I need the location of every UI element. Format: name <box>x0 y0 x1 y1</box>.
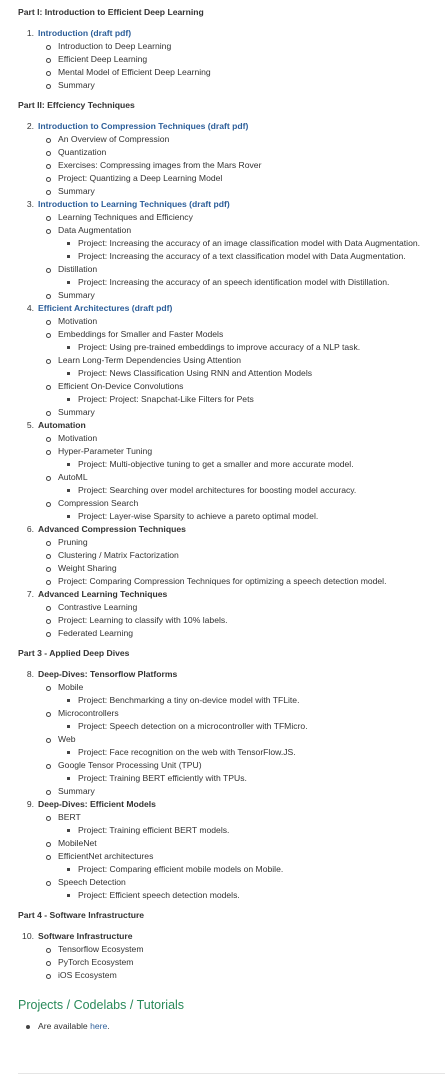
section-item <box>58 133 445 146</box>
subsection-list <box>58 746 445 759</box>
chapter-number: 3. <box>26 199 34 209</box>
subsection-item: Project: Efficient speech detection models. <box>78 889 445 902</box>
section-item <box>58 406 445 419</box>
chapter-item <box>26 798 445 902</box>
section-label: AutoML <box>58 471 445 484</box>
subsection-list <box>58 772 445 785</box>
chapter-title-link[interactable]: Introduction (draft pdf) <box>38 28 132 38</box>
section-label: Summary <box>58 406 445 419</box>
section-label: Summary <box>58 785 445 798</box>
subsection-item: Project: Increasing the accuracy of an image classification model with Data Augmentation. <box>78 237 423 250</box>
chapter-item <box>26 302 445 419</box>
section-item <box>58 79 445 92</box>
section-item <box>58 315 445 328</box>
subsection-list <box>58 237 445 263</box>
section-label: Google Tensor Processing Unit (TPU) <box>58 759 445 772</box>
chapter-title-link[interactable]: Efficient Architectures (draft pdf) <box>38 303 173 313</box>
section-label: Exercises: Compressing images from the Mars Rover <box>58 159 445 172</box>
section-list <box>38 681 445 798</box>
chapter-item <box>26 523 445 588</box>
section-item <box>58 146 445 159</box>
section-label: Clustering / Matrix Factorization <box>58 549 445 562</box>
section-item <box>58 159 445 172</box>
section-label: Distillation <box>58 263 445 276</box>
section-label: Compression Search <box>58 497 445 510</box>
section-item <box>58 811 445 837</box>
section-label: Learn Long-Term Dependencies Using Attention <box>58 354 445 367</box>
section-item <box>58 562 445 575</box>
section-item <box>58 289 445 302</box>
chapter-number: 10. <box>22 931 34 941</box>
section-list <box>38 315 445 419</box>
subsection-list <box>58 863 445 876</box>
section-item <box>58 471 445 497</box>
section-label: Contrastive Learning <box>58 601 445 614</box>
section-item <box>58 614 445 627</box>
subsection-item: Project: Increasing the accuracy of an speech identification model with Distillation. <box>78 276 445 289</box>
section-label: iOS Ecosystem <box>58 969 445 982</box>
chapter-item <box>26 668 445 798</box>
section-item <box>58 497 445 523</box>
chapter-item <box>22 930 445 982</box>
chapter-title: Deep-Dives: Efficient Models <box>38 799 156 809</box>
projects-item-prefix: Are available <box>38 1021 91 1031</box>
chapter-number: 1. <box>26 28 34 38</box>
chapter-item <box>26 588 445 640</box>
section-label: Pruning <box>58 536 445 549</box>
subsection-item: Project: Face recognition on the web with TensorFlow.JS. <box>78 746 445 759</box>
subsection-list <box>58 889 445 902</box>
section-label: Web <box>58 733 445 746</box>
chapter-number: 5. <box>26 420 34 430</box>
chapter-title: Automation <box>38 420 86 430</box>
section-label: Summary <box>58 289 445 302</box>
subsection-list <box>58 484 445 497</box>
section-label: Mobile <box>58 681 445 694</box>
section-item <box>58 785 445 798</box>
section-label: PyTorch Ecosystem <box>58 956 445 969</box>
chapter-number: 2. <box>26 121 34 131</box>
projects-item <box>38 1020 445 1033</box>
section-label: Microcontrollers <box>58 707 445 720</box>
section-item <box>58 837 445 850</box>
section-label: BERT <box>58 811 445 824</box>
part-heading: Part I: Introduction to Efficient Deep Learning <box>18 7 204 17</box>
section-label: Embeddings for Smaller and Faster Models <box>58 328 445 341</box>
section-label: Quantization <box>58 146 445 159</box>
section-item <box>58 536 445 549</box>
chapter-item <box>26 419 445 523</box>
chapter-number: 7. <box>26 589 34 599</box>
chapter-list <box>18 120 445 640</box>
section-label: Weight Sharing <box>58 562 445 575</box>
section-label: Project: Comparing Compression Techniques for optimizing a speech detection model. <box>58 575 445 588</box>
section-list <box>38 536 445 588</box>
subsection-item: Project: Benchmarking a tiny on-device model with TFLite. <box>78 694 445 707</box>
section-item <box>58 759 445 785</box>
section-item <box>58 943 445 956</box>
section-label: An Overview of Compression <box>58 133 445 146</box>
section-item <box>58 707 445 733</box>
section-item <box>58 850 445 876</box>
section-item <box>58 681 445 707</box>
here-link[interactable]: here <box>90 1021 108 1031</box>
section-item <box>58 627 445 640</box>
section-item <box>58 224 445 263</box>
chapter-title-link[interactable]: Introduction to Compression Techniques (draft pdf) <box>38 121 249 131</box>
subsection-item: Project: Training efficient BERT models. <box>78 824 445 837</box>
section-label: EfficientNet architectures <box>58 850 445 863</box>
subsection-item: Project: Speech detection on a microcontroller with TFMicro. <box>78 720 445 733</box>
section-list <box>38 811 445 902</box>
subsection-list <box>58 720 445 733</box>
section-label: Project: Learning to classify with 10% labels. <box>58 614 445 627</box>
chapter-list <box>18 27 445 92</box>
chapter-item <box>26 27 445 92</box>
section-item <box>58 733 445 759</box>
subsection-item: Project: Increasing the accuracy of a text classification model with Data Augmentation. <box>78 250 445 263</box>
section-label: Summary <box>58 185 445 198</box>
part-heading: Part 3 - Applied Deep Dives <box>18 648 130 658</box>
chapter-title: Software Infrastructure <box>38 931 133 941</box>
section-item <box>58 432 445 445</box>
subsection-item: Project: Training BERT efficiently with TPUs. <box>78 772 445 785</box>
section-list <box>38 133 445 198</box>
chapter-title: Deep-Dives: Tensorflow Platforms <box>38 669 178 679</box>
section-item <box>58 172 445 185</box>
subsection-list <box>58 694 445 707</box>
projects-heading: Projects / Codelabs / Tutorials <box>18 998 185 1012</box>
section-label: Project: Quantizing a Deep Learning Model <box>58 172 445 185</box>
chapter-list <box>18 930 445 982</box>
section-label: Tensorflow Ecosystem <box>58 943 445 956</box>
section-item <box>58 53 445 66</box>
section-label: Efficient Deep Learning <box>58 53 445 66</box>
section-label: MobileNet <box>58 837 445 850</box>
chapter-number: 8. <box>26 669 34 679</box>
chapter-list <box>18 668 445 902</box>
section-item <box>58 575 445 588</box>
section-item <box>58 601 445 614</box>
subsection-item: Project: News Classification Using RNN and Attention Models <box>78 367 445 380</box>
section-label: Learning Techniques and Efficiency <box>58 211 445 224</box>
subsection-list <box>58 367 445 380</box>
table-of-contents <box>18 5 445 982</box>
section-item <box>58 263 445 289</box>
section-list <box>38 601 445 640</box>
section-label: Federated Learning <box>58 627 445 640</box>
subsection-item: Project: Using pre-trained embeddings to improve accuracy of a NLP task. <box>78 341 445 354</box>
part-heading: Part II: Effciency Techniques <box>18 100 135 110</box>
divider <box>18 1073 445 1074</box>
section-list <box>38 943 445 982</box>
subsection-list <box>58 393 445 406</box>
section-label: Efficient On-Device Convolutions <box>58 380 445 393</box>
subsection-list <box>58 341 445 354</box>
section-item <box>58 956 445 969</box>
section-item <box>58 354 445 380</box>
subsection-list <box>58 276 445 289</box>
subsection-list <box>58 824 445 837</box>
subsection-item: Project: Searching over model architectures for boosting model accuracy. <box>78 484 445 497</box>
section-list <box>38 211 445 302</box>
chapter-title-link[interactable]: Introduction to Learning Techniques (draft pdf) <box>38 199 230 209</box>
section-list <box>38 40 445 92</box>
section-item <box>58 876 445 902</box>
projects-item-suffix: . <box>107 1021 110 1031</box>
chapter-number: 6. <box>26 524 34 534</box>
chapter-item <box>26 120 445 198</box>
section-label: Introduction to Deep Learning <box>58 40 445 53</box>
section-label: Hyper-Parameter Tuning <box>58 445 445 458</box>
subsection-item: Project: Multi-objective tuning to get a smaller and more accurate model. <box>78 458 445 471</box>
section-item <box>58 445 445 471</box>
chapter-item <box>26 198 445 302</box>
subsection-item: Project: Comparing efficient mobile models on Mobile. <box>78 863 445 876</box>
section-label: Speech Detection <box>58 876 445 889</box>
section-item <box>58 328 445 354</box>
chapter-title: Advanced Learning Techniques <box>38 589 168 599</box>
section-label: Motivation <box>58 315 445 328</box>
chapter-number: 4. <box>26 303 34 313</box>
section-item <box>58 211 445 224</box>
chapter-title: Advanced Compression Techniques <box>38 524 186 534</box>
section-item <box>58 380 445 406</box>
section-label: Motivation <box>58 432 445 445</box>
chapter-number: 9. <box>26 799 34 809</box>
section-item <box>58 549 445 562</box>
section-label: Mental Model of Efficient Deep Learning <box>58 66 445 79</box>
projects-list <box>18 1020 445 1033</box>
section-item <box>58 66 445 79</box>
subsection-list <box>58 510 445 523</box>
section-item <box>58 40 445 53</box>
section-label: Data Augmentation <box>58 224 445 237</box>
part-heading: Part 4 - Software Infrastructure <box>18 910 145 920</box>
subsection-list <box>58 458 445 471</box>
section-item <box>58 185 445 198</box>
section-list <box>38 432 445 523</box>
subsection-item: Project: Layer-wise Sparsity to achieve a pareto optimal model. <box>78 510 445 523</box>
section-item <box>58 969 445 982</box>
section-label: Summary <box>58 79 445 92</box>
subsection-item: Project: Project: Snapchat-Like Filters for Pets <box>78 393 445 406</box>
